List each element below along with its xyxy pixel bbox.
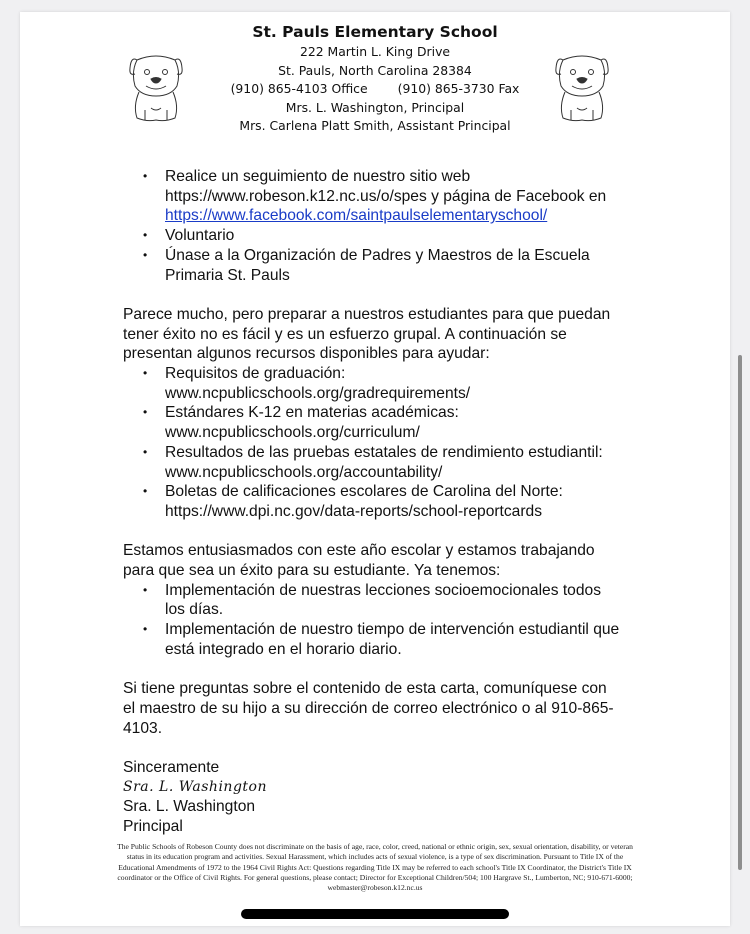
school-city: St. Pauls, North Carolina 28384: [278, 62, 472, 78]
list-item: • Implementación de nuestro tiempo de intervención estudiantil que está integrado en el horario diario.: [123, 620, 623, 659]
list-item: • Boletas de calificaciones escolares de Carolina del Norte: https://www.dpi.nc.gov/data-reports/school-reportcards: [123, 482, 623, 521]
list-item: • Únase a la Organización de Padres y Maestros de la Escuela Primaria St. Pauls: [123, 246, 623, 285]
resources-list: [123, 364, 623, 522]
list-item: • Resultados de las pruebas estatales de rendimiento estudiantil: www.ncpublicschools.org/accountability/: [123, 443, 623, 482]
school-name: St. Pauls Elementary School: [252, 23, 498, 41]
school-address: 222 Martin L. King Drive: [299, 44, 451, 59]
list-item-text: Realice un seguimiento de nuestro sitio web https://www.robeson.k12.nc.us/o/spes y página de Facebook en: [165, 168, 607, 205]
list-item: • Voluntario: [123, 226, 623, 246]
signer-title: Principal: [123, 818, 183, 836]
list-item: • Estándares K-12 en materias académicas: www.ncpublicschools.org/curriculum/: [123, 403, 623, 442]
facebook-link[interactable]: https://www.facebook.com/saintpaulselementaryschool/: [165, 207, 548, 225]
signer-name: Sra. L. Washington: [123, 798, 256, 816]
resources-paragraph: Parece mucho, pero preparar a nuestros estudiantes para que puedan tener éxito no es fácil y es un esfuerzo grupal. A continuación se presentan algunos recursos disponibles para ayudar:: [123, 305, 611, 363]
salutation: Sinceramente: [123, 759, 220, 777]
progress-paragraph: Estamos entusiasmados con este año escolar y estamos trabajando para que sea un éxito para su estudiante. Ya tenemos:: [123, 542, 595, 580]
contact-paragraph: Si tiene preguntas sobre el contenido de esta carta, comuníquese con el maestro de su hijo a su dirección de correo electrónico o al 910-865-4103.: [123, 680, 614, 737]
signature: Sra. L. Washington: [123, 778, 267, 795]
scrollbar[interactable]: [738, 355, 742, 870]
engagement-list: [123, 167, 623, 285]
principal-line: Mrs. L. Washington, Principal: [285, 99, 465, 115]
achievements-list: [123, 581, 623, 660]
letterhead: [0, 22, 750, 136]
home-indicator[interactable]: [241, 909, 509, 919]
list-item: • Requisitos de graduación: www.ncpublicschools.org/gradrequirements/: [123, 364, 623, 403]
list-item: [123, 167, 623, 226]
office-phone: (910) 865-4103 Office: [230, 81, 368, 97]
nondiscrimination-footer: The Public Schools of Robeson County does not discriminate on the basis of age, race, color, creed, national or ethnic origin, sex, sexual orientation, disability, or veteran status in its education program and activities. Sexual Harassment, which includes acts of sexual violence, is a type of sex discrimination. Pursuant to Title IX of the Educational Amendments of 1972 to the 1964 Civil Rights Act: Questions regarding Title IX may be referred to each school's Title IX Coordinator, the District's Title IX coordinator or the Office of Civil Rights. For general questions, please contact; Director for Exceptional Children/504; 100 Hargrave St., Lumberton, NC; 910-671-6000; webmaster@robeson.k12.nc.us: [117, 842, 633, 893]
fax-number: (910) 865-3730 Fax: [397, 81, 520, 97]
assistant-principal-line: Mrs. Carlena Platt Smith, Assistant Principal: [239, 118, 511, 134]
list-item: • Implementación de nuestras lecciones socioemocionales todos los días.: [123, 581, 623, 620]
letter-body: [123, 167, 623, 837]
